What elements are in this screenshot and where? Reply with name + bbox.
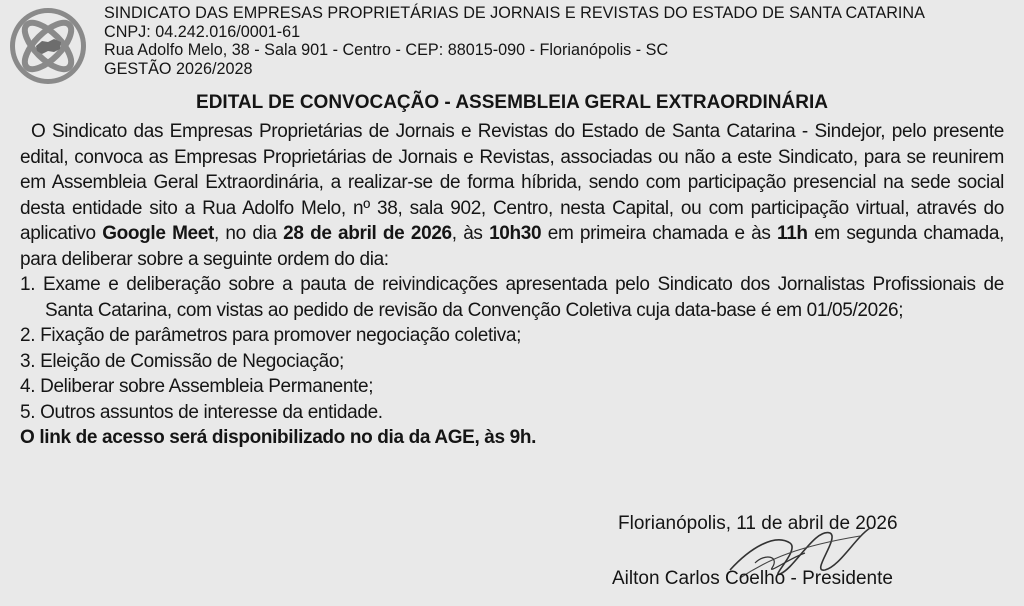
notice-title: EDITAL DE CONVOCAÇÃO - ASSEMBLEIA GERAL EXTRAORDINÁRIA [196,92,828,113]
organization-term: GESTÃO 2026/2028 [104,59,253,78]
convocation-paragraph [20,119,1004,272]
organization-address: Rua Adolfo Melo, 38 - Sala 901 - Centro - CEP: 88015-090 - Florianópolis - SC [104,41,669,60]
second-call-time: 11h [777,223,808,244]
organization-name: SINDICATO DAS EMPRESAS PROPRIETÁRIAS DE JORNAIS E REVISTAS DO ESTADO DE SANTA CATARINA [104,4,925,22]
agenda-item-3: 3. Eleição de Comissão de Negociação; [20,350,344,372]
paragraph-text-5: em segunda chamada, para deliberar sobre a seguinte ordem do dia: [20,223,1004,270]
paragraph-text-2: , no dia [213,223,284,244]
sindicate-seal-icon [8,6,88,86]
paragraph-text-1: O Sindicato das Empresas Proprietárias de Jornais e Revistas do Estado de Santa Catarina - Sindejor, pelo presente edital, convoca as Empresas Proprietárias de Jornais e Revistas, associadas ou não a este Sindicato, para se reunirem em Assembleia Geral Extraordinária, a realizar-se de forma híbrida, sendo com participação presencial na sede social desta entidade sito a Rua Adolfo Melo, nº 38, sala 902, Centro, nesta Capital, ou com participação virtual, através do aplicativo [20,121,1004,244]
closing-note: O link de acesso será disponibilizado no dia da AGE, às 9h. [20,427,537,448]
meeting-date: 28 de abril de 2026 [283,223,452,244]
paragraph-text-4: em primeira chamada e às [541,223,778,244]
agenda-item-2: 2. Fixação de parâmetros para promover negociação coletiva; [20,325,522,346]
agenda-item-5: 5. Outros assuntos de interesse da entidade. [20,401,383,423]
signer-name: Ailton Carlos Coelho - Presidente [612,568,893,589]
paragraph-text-3: , às [451,223,490,244]
first-call-time: 10h30 [489,223,542,244]
place-and-date: Florianópolis, 11 de abril de 2026 [618,513,898,534]
agenda-item-4: 4. Deliberar sobre Assembleia Permanente; [20,376,374,397]
notice-body [20,119,1004,451]
agenda-item-1: 1. Exame e deliberação sobre a pauta de reivindicações apresentada pelo Sindicato dos Jornalistas Profissionais de Santa Catarina, com vistas ao pedido de revisão da Convenção Coletiva cuja data-base é em 01/05/2026; [20,274,1004,321]
meeting-app: Google Meet [102,223,214,244]
organization-cnpj: CNPJ: 04.242.016/0001-61 [104,22,301,41]
letterhead [104,4,1019,78]
